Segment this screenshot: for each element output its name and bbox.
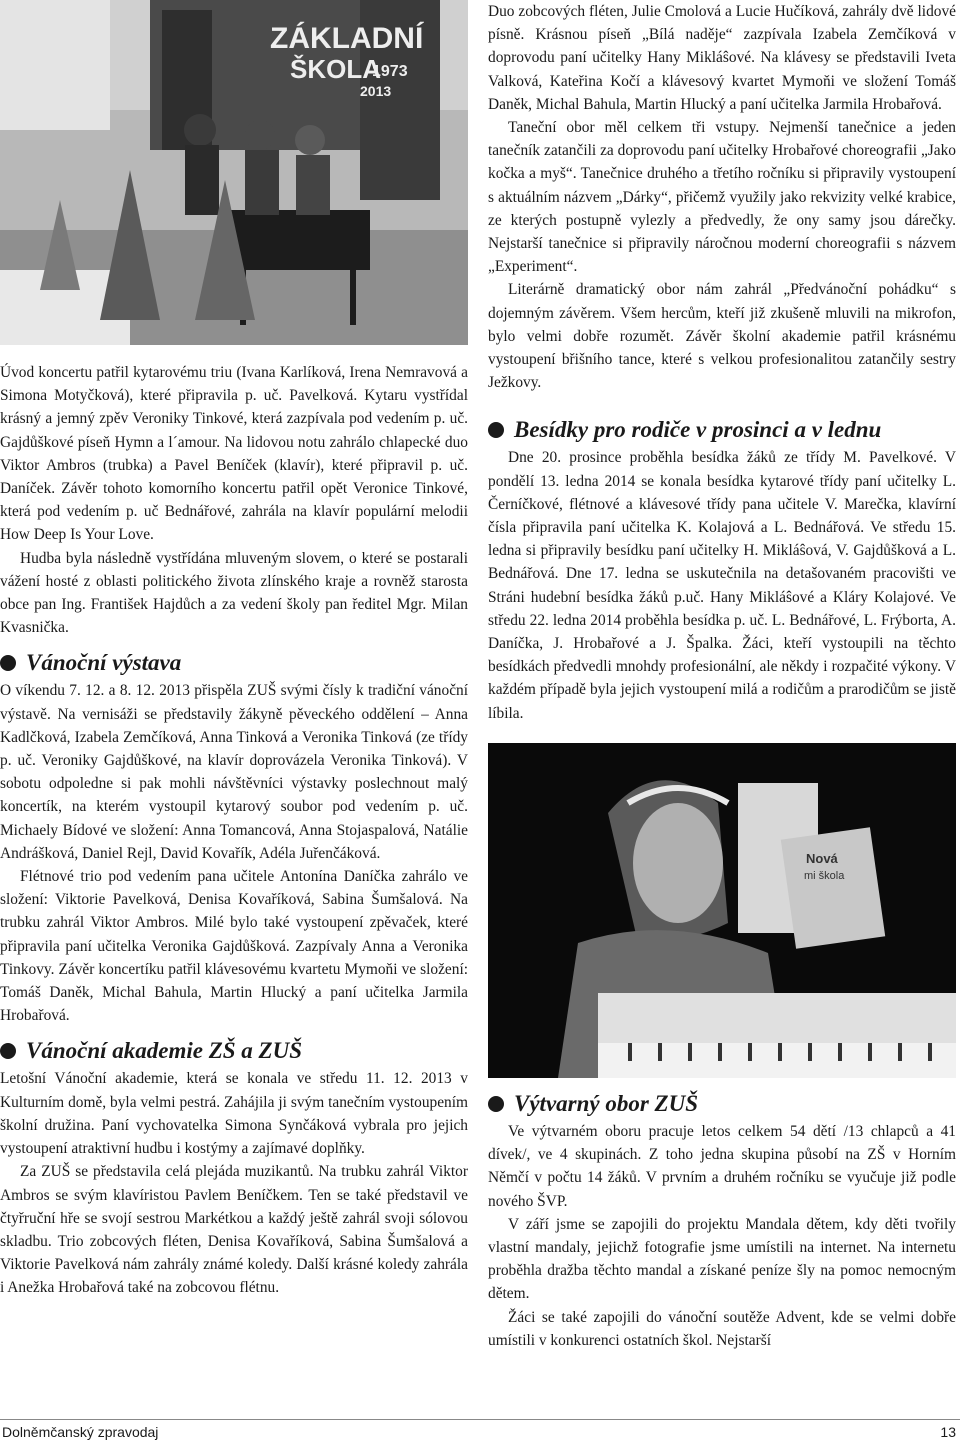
heading-vytvarny-obor bbox=[488, 1090, 956, 1118]
bullet-icon bbox=[488, 1096, 504, 1112]
left-paragraph-4: Flétnové trio pod vedením pana učitele Antonína Daníčka zahrálo ve složení: Viktorie Pavelková, Denisa Kovaříková, Sabina Šumšalová. Na trubku zahrál Viktor Ambros. Milé bylo také vystoupení zpěvaček, které připravila paní učitelka Veronika Gajdůšková. Zazpívaly Anna a Veronika Tinkovy. Závěr koncertíku patřil klávesovému kvartetu Mymoňi ve složení: Tomáš Daněk, Michal Bahula, Martin Hlucký a paní učitelka Jarmila Hrobařová. bbox=[0, 868, 468, 1025]
right-paragraph-5: Ve výtvarném oboru pracuje letos celkem 54 dětí /13 chlapců a 41 dívek/, ve 4 skupinách. Z toho jedna skupina působí na ZŠ v Horním Němčí v počtu 14 žáků. V prvním a druhém ročníku se vyučuje již podle nového ŠVP. bbox=[488, 1122, 956, 1210]
right-paragraph-2: Taneční obor měl celkem tři vstupy. Nejmenší tanečnice a jeden tanečník zatančili za doprovodu paní učitelky Hrobařové choreografii „Jako kočka a myš“. Tanečnice druhého a třetího ročníku si připravily vystoupení s aktuálním názvem „Dárky“, přičemž využily jako rekvizity velké krabice, ze kterých postupně vylezly a předvedly, že ony samy jsou dárečky. Nejstarší tanečnice si připravily náročnou moderní choreografii s názvem „Experiment“. bbox=[488, 119, 956, 276]
left-paragraph-2: Hudba byla následně vystřídána mluveným slovem, o které se postarali vážení hosté z oblasti politického života zlínského kraje a rovněž starosta obce pan Ing. František Hajdůch a za vedení školy pan ředitel Mgr. Milan Kvasnička. bbox=[0, 549, 468, 637]
banner-year2: 2013 bbox=[360, 83, 392, 99]
right-paragraph-1: Duo zobcových fléten, Julie Cmolová a Lucie Hučíková, zahrály dvě lidové písně. Krásnou píseň „Bílá naděje“ zazpívala Izabela Zemčíková v doprovodu paní učitelky Hany Mikláŝové. Na klávesy se představili Iveta Valková, Kateřina Kočí a klávesový kvartet Mymoňi ve složení Tomáš Daněk, Michal Bahula, Martin Hlucký a paní učitelka Jarmila Hrobařová. bbox=[488, 3, 956, 113]
heading-vytvarny-obor-text: Výtvarný obor ZUŠ bbox=[514, 1090, 698, 1116]
heading-besidky bbox=[488, 416, 956, 444]
right-text-top bbox=[488, 0, 956, 725]
banner-line1: ZÁKLADNÍ bbox=[270, 22, 424, 55]
footer-divider bbox=[0, 1419, 960, 1420]
page-number: 13 bbox=[940, 1424, 956, 1440]
left-paragraph-3: O víkendu 7. 12. a 8. 12. 2013 přispěla ZUŠ svými čísly k tradiční vánoční výstavě. Na vernisáži se představily žákyně pěveckého oddělení – Anna Kadlčková, Izabela Zemčíková, Anna Tinková a Veronika Tinková (ze třídy p. uč. Veroniky Gajdůškové, na klavír doprovázela Veronika Tinková). V sobotu odpoledne si pak mohli návštěvníci výstavky poslechnout malý koncertík, na kterém vystoupil kytarový soubor pod vedením p. uč. Michaely Bídové ve složení: Anna Tomancová, Anna Stojaspalová, Natálie Andrášková, Daniel Rejl, David Kovařík, Adéla Juřenčáková. bbox=[0, 682, 468, 862]
photo-guitar-trio-image bbox=[0, 0, 468, 345]
right-paragraph-3: Literárně dramatický obor nám zahrál „Předvánoční pohádku“ s dojemným závěrem. Všem hercům, kteří již zkušeně mluvili na mikrofon, bylo velmi dobře rozumět. Závěr školní akademie patřil krásnému vystoupení břišního tance, které s velkou profesionalitou zatančily sestry Ježkovy. bbox=[488, 281, 956, 392]
book-line1: Nová bbox=[806, 850, 838, 866]
bullet-icon bbox=[0, 655, 16, 671]
right-paragraph-6: V září jsme se zapojili do projektu Mandala dětem, kdy děti tvořily vlastní mandaly, jejichž fotografie jsme umístili na internet. Na internetu proběhla dražba těchto mandal a získané peníze šly na pomoc nemocným dětem. bbox=[488, 1215, 956, 1303]
bullet-icon bbox=[488, 422, 504, 438]
heading-vanocni-akademie bbox=[0, 1037, 468, 1065]
footer-title: Dolněmčanský zpravodaj bbox=[2, 1424, 159, 1440]
right-text-bottom bbox=[488, 1090, 956, 1352]
heading-vanocni-akademie-text: Vánoční akademie ZŠ a ZUŠ bbox=[26, 1038, 303, 1064]
photo-guitar-trio bbox=[0, 0, 468, 345]
bullet-icon bbox=[0, 1043, 16, 1059]
left-text bbox=[0, 345, 468, 1300]
left-paragraph-6: Za ZUŠ se představila celá plejáda muzikantů. Na trubku zahrál Viktor Ambros se svým klavíristou Pavlem Beníčkem. Ten se také představil ve čtyřruční hře se svojí sestrou Markétkou a každý ještě zahrál svoji sólovou skladbu. Trio zobcových fléten, Denisa Kovaříková, Sabina Šumšalová a Viktorie Pavelková nám zahrály známé koledy. Další krásné koledy zahrála i Anežka Hrobařová také na zobcovou flétnu. bbox=[0, 1163, 468, 1297]
banner-line2: ŠKOLA bbox=[290, 54, 381, 84]
heading-vanocni-vystava bbox=[0, 649, 468, 677]
left-paragraph-1: Úvod koncertu patřil kytarovému triu (Ivana Karlíková, Irena Nemravová a Simona Motyčková), které připravila p. uč. Pavelková. Kytaru vystřídal krásný a jemný zpěv Veroniky Tinkové, která zazpívala pod vedením p. uč. Gajdůškové píseň Hymn a l´amour. Na lidovou notu zahrálo chlapecké duo Viktor Ambros (trubka) a Pavel Beníček (klavír), které připravil p. uč. Daníček. Závěr tohoto komorního koncertu patřil opět Veronice Tinkové, která pod vedením p. uč Bednářové, zahrála na klavír populární melodii How Deep Is Your Love. bbox=[0, 364, 468, 544]
heading-vanocni-vystava-text: Vánoční výstava bbox=[26, 650, 182, 676]
left-paragraph-5: Letošní Vánoční akademie, která se konala ve středu 11. 12. 2013 v Kulturním domě, byla velmi pestrá. Zahájila ji svým tanečním vystoupením školní družina. Paní vychovatelka Simona Synčáková vybrala pro jejich vystoupení atraktivní hudbu i kostýmy a zajímavé doplňky. bbox=[0, 1070, 468, 1158]
heading-besidky-text: Besídky pro rodiče v prosinci a v lednu bbox=[514, 417, 882, 443]
left-column bbox=[0, 0, 468, 1300]
photo-girl-piano-image bbox=[488, 743, 956, 1078]
right-column bbox=[488, 0, 956, 1352]
book-line2: mi škola bbox=[804, 869, 845, 882]
photo-girl-piano bbox=[488, 743, 956, 1078]
right-paragraph-4: Dne 20. prosince proběhla besídka žáků ze třídy M. Pavelkové. V pondělí 13. ledna 2014 se konala besídka kytarové třídy paní učitelky L. Černíčkové, flétnové a klávesové třídy pana učitele V. Marečka, klavírní čísla připravila paní učitelka K. Kolajová a L. Bednářová. Ve středu 15. ledna si připravily besídku paní učitelky H. Mikláŝová, V. Gajdůšková a L. Bednářová. Dne 17. ledna se uskutečnila na detašovaném pracovišti ve Stráni hudební besídka žáků p.uč. Hany Mikláŝové a Kláry Kolajové. Ve středu 22. ledna 2014 proběhla besídka p. uč. L. Bednářové, L. Frýborta, A. Daníčka, J. Hrobařové a J. Špalka. Žáci, kteří vystoupili na těchto besídkách předvedli mnohdy profesionální, ale někdy i rozpačité výkony. V každém případě byla jejich vystoupení milá a rodičům a prarodičům se jistě líbila. bbox=[488, 449, 956, 722]
right-paragraph-7: Žáci se také zapojili do vánoční soutěže Advent, kde se velmi dobře umístili v konkurenci ostatních škol. Nejstarší bbox=[488, 1308, 956, 1349]
page-footer bbox=[0, 1422, 960, 1442]
banner-year1: 1973 bbox=[372, 63, 408, 80]
